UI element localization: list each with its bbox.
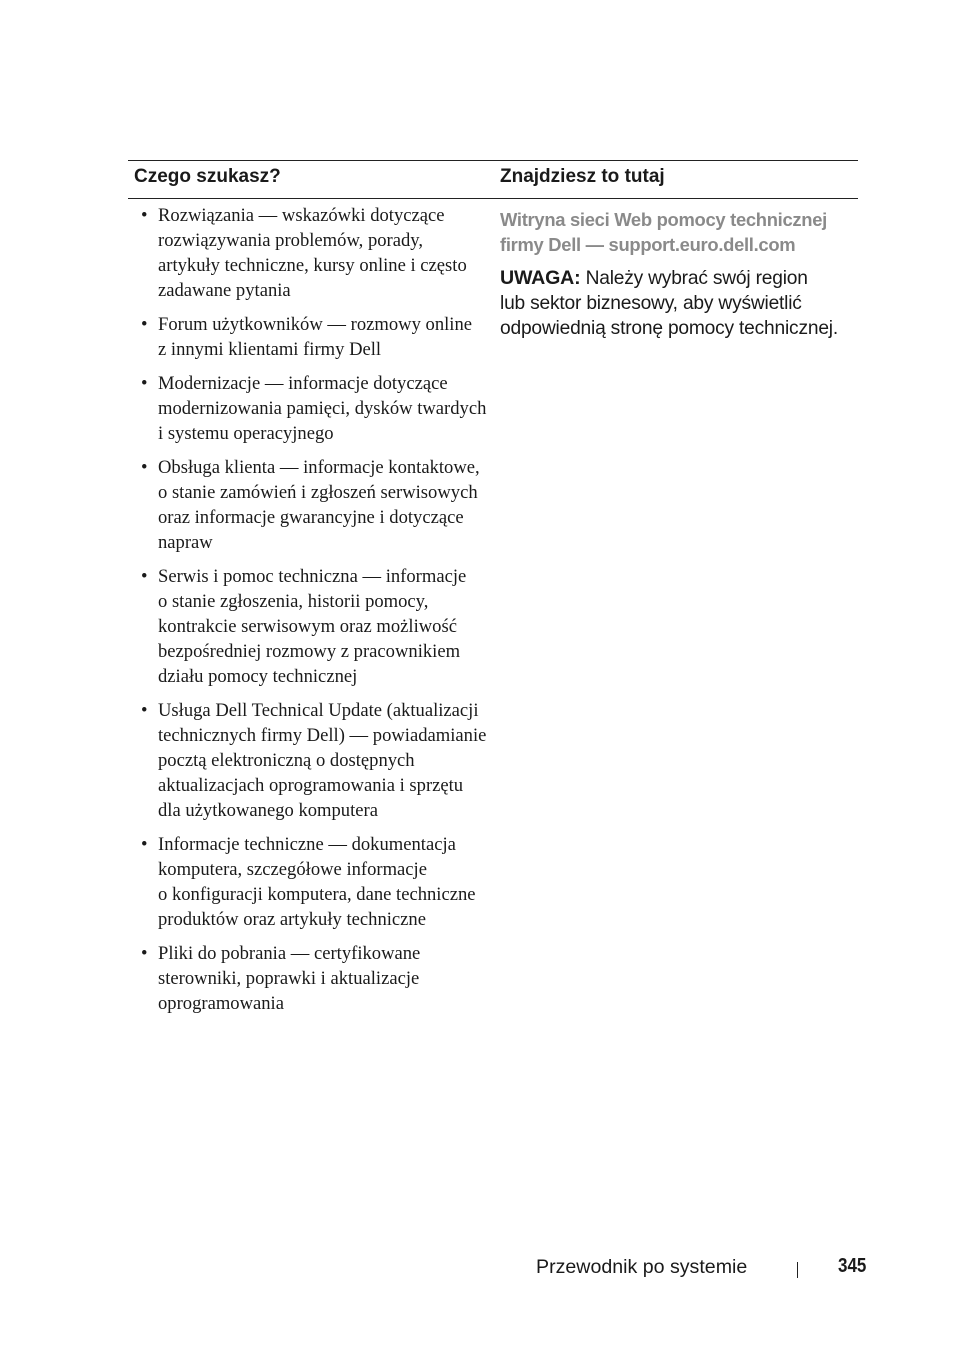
bullet-icon: • xyxy=(141,834,148,855)
footer-separator xyxy=(797,1262,798,1278)
bullet-icon: • xyxy=(141,566,148,587)
list-item-line: pocztą elektroniczną o dostępnych xyxy=(158,750,415,771)
list-item-line: Usługa Dell Technical Update (aktualizacji xyxy=(158,700,479,721)
list-item xyxy=(128,312,490,362)
list-item-line: rozwiązywania problemów, porady, xyxy=(158,230,424,251)
bullet-icon: • xyxy=(141,457,148,478)
note-line: odpowiednią stronę pomocy technicznej. xyxy=(500,318,838,339)
bullet-icon: • xyxy=(141,943,148,964)
note-line: Należy wybrać swój region xyxy=(580,268,808,289)
site-line: firmy Dell — support.euro.dell.com xyxy=(500,234,796,255)
resource-column xyxy=(500,207,858,341)
list-item-line: Rozwiązania — wskazówki dotyczące xyxy=(158,205,445,226)
list-item-line: bezpośredniej rozmowy z pracownikiem xyxy=(158,641,461,662)
list-item xyxy=(128,203,490,303)
topics-column xyxy=(128,203,490,1025)
header-where-to-find: Znajdziesz to tutaj xyxy=(500,166,665,187)
note-label: UWAGA: xyxy=(500,267,581,289)
page-footer xyxy=(536,1256,866,1284)
list-item-line: sterowniki, poprawki i aktualizacje xyxy=(158,968,420,989)
list-item-line: Pliki do pobrania — certyfikowane xyxy=(158,943,421,964)
list-item-line: o konfiguracji komputera, dane techniczne xyxy=(158,884,476,905)
list-item-line: dla użytkowanego komputera xyxy=(158,800,378,821)
list-item-line: zadawane pytania xyxy=(158,280,291,301)
list-item xyxy=(128,455,490,555)
footer-title: Przewodnik po systemie xyxy=(536,1256,748,1278)
list-item-line: Serwis i pomoc techniczna — informacje xyxy=(158,566,467,587)
list-item-line: artykuły techniczne, kursy online i często xyxy=(158,255,467,276)
list-item-line: działu pomocy technicznej xyxy=(158,666,358,687)
list-item-line: oprogramowania xyxy=(158,993,284,1014)
list-item-line: aktualizacjach oprogramowania i sprzętu xyxy=(158,775,464,796)
list-item-line: z innymi klientami firmy Dell xyxy=(158,339,382,360)
list-item xyxy=(128,832,490,932)
page-number: 345 xyxy=(837,1255,866,1277)
list-item-line: oraz informacje gwarancyjne i dotyczące xyxy=(158,507,464,528)
list-item-line: Modernizacje — informacje dotyczące xyxy=(158,373,448,394)
list-item-line: i systemu operacyjnego xyxy=(158,423,334,444)
list-item-line: Informacje techniczne — dokumentacja xyxy=(158,834,456,855)
list-item-line: modernizowania pamięci, dysków twardych xyxy=(158,398,487,419)
list-item xyxy=(128,564,490,689)
list-item-line: kontrakcie serwisowym oraz możliwość xyxy=(158,616,457,637)
note-line: lub sektor biznesowy, aby wyświetlić xyxy=(500,293,802,314)
list-item xyxy=(128,371,490,446)
header-what-looking-for: Czego szukasz? xyxy=(134,166,281,187)
list-item-line: o stanie zgłoszenia, historii pomocy, xyxy=(158,591,429,612)
list-item-line: komputera, szczegółowe informacje xyxy=(158,859,427,880)
bullet-icon: • xyxy=(141,373,148,394)
bullet-icon: • xyxy=(141,205,148,226)
list-item xyxy=(128,941,490,1016)
list-item-line: Forum użytkowników — rozmowy online xyxy=(158,314,472,335)
table-header-row xyxy=(128,160,858,199)
site-line: Witryna sieci Web pomocy technicznej xyxy=(500,209,827,230)
list-item-line: o stanie zamówień i zgłoszeń serwisowych xyxy=(158,482,478,503)
bullet-icon: • xyxy=(141,700,148,721)
note-block xyxy=(500,266,858,341)
list-item-line: napraw xyxy=(158,532,213,553)
list-item-line: produktów oraz artykuły techniczne xyxy=(158,909,426,930)
bullet-icon: • xyxy=(141,314,148,335)
list-item-line: technicznych firmy Dell) — powiadamianie xyxy=(158,725,487,746)
support-website-link[interactable] xyxy=(500,207,858,257)
list-item-line: Obsługa klienta — informacje kontaktowe, xyxy=(158,457,480,478)
support-table xyxy=(128,160,858,1014)
topics-list xyxy=(128,203,490,1016)
list-item xyxy=(128,698,490,823)
